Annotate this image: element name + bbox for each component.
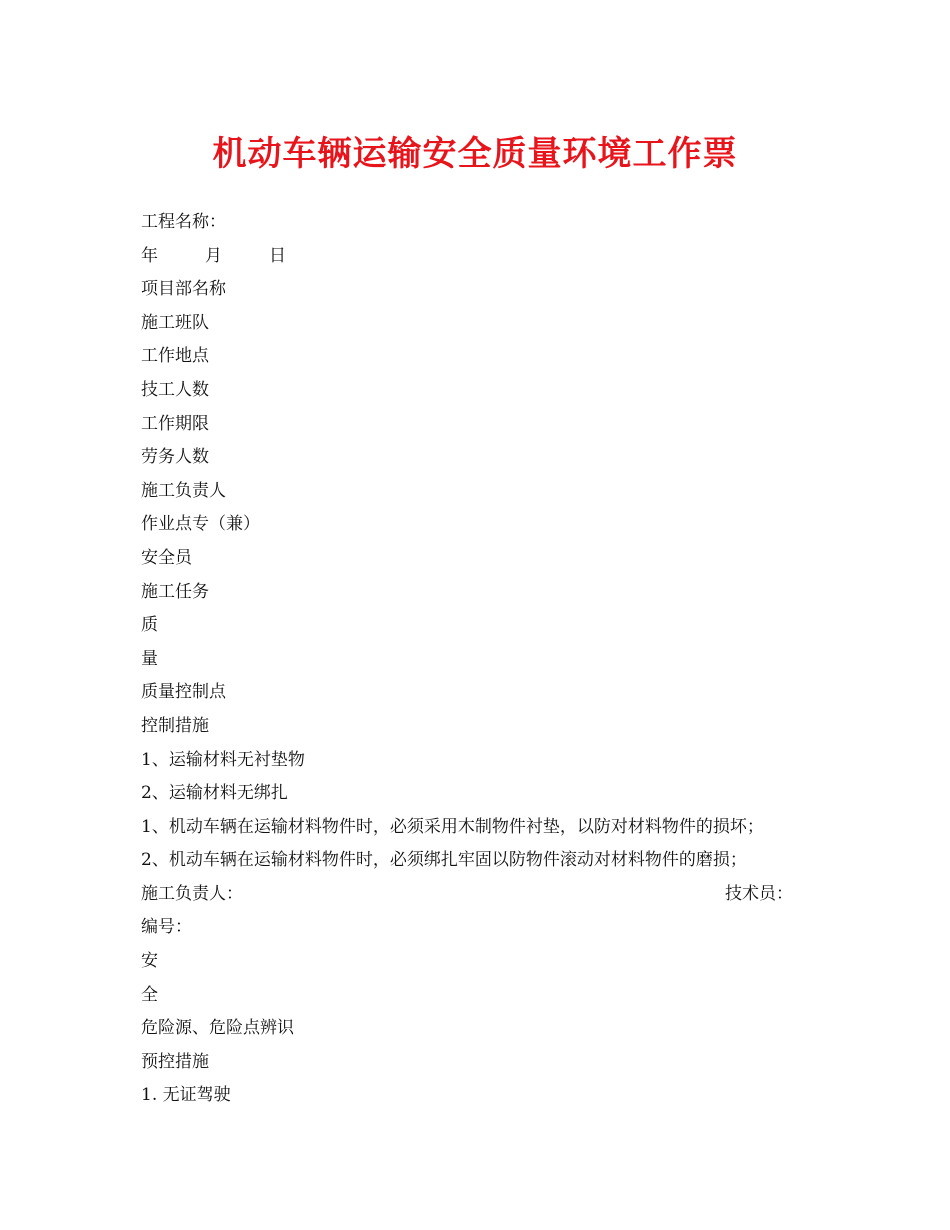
quality-risk-item-1: 1、运输材料无衬垫物 [141, 749, 305, 770]
field-construction-team: 施工班队 [141, 312, 209, 333]
project-name-label: 工程名称： [141, 212, 226, 232]
date-year-label: 年 [141, 245, 158, 266]
field-preventive-measures: 预控措施 [141, 1051, 209, 1072]
document-title: 机动车辆运输安全质量环境工作票 [212, 134, 738, 174]
field-quality-control-point: 质量控制点 [141, 682, 226, 703]
quality-measure-1: 1、机动车辆在运输材料物件时，必须采用木制物件衬垫，以防对材料物件的损坏； [141, 816, 764, 837]
field-site-safety-officer: 作业点专（兼） [141, 514, 260, 535]
date-month-label: 月 [205, 245, 222, 266]
field-work-period: 工作期限 [141, 413, 209, 434]
quality-label-char-2: 量 [141, 648, 158, 669]
field-hazard-identification: 危险源、危险点辨识 [141, 1018, 294, 1039]
field-work-location: 工作地点 [141, 346, 209, 367]
field-project-dept: 项目部名称 [141, 279, 226, 300]
serial-number-label: 编号： [141, 917, 192, 938]
field-construction-lead: 施工负责人 [141, 480, 226, 501]
quality-measure-2: 2、机动车辆在运输材料物件时，必须绑扎牢固以防物件滚动对材料物件的磨损； [141, 850, 747, 871]
field-safety-officer: 安全员 [141, 547, 192, 568]
construction-lead-signature-label: 施工负责人： [141, 883, 243, 904]
technician-signature-label: 技术员： [725, 883, 793, 904]
field-labor-count: 劳务人数 [141, 447, 209, 468]
field-construction-task: 施工任务 [141, 581, 209, 602]
date-line [141, 240, 831, 274]
safety-label-char-1: 安 [141, 951, 158, 972]
quality-risk-item-2: 2、运输材料无绑扎 [141, 783, 288, 804]
hazard-item-1: 1. 无证驾驶 [141, 1085, 231, 1106]
field-control-measures: 控制措施 [141, 715, 209, 736]
signature-line [141, 878, 793, 912]
safety-label-char-2: 全 [141, 984, 158, 1005]
field-technician-count: 技工人数 [141, 379, 209, 400]
quality-label-char-1: 质 [141, 615, 158, 636]
document-body [141, 206, 831, 1113]
date-day-label: 日 [269, 245, 286, 266]
